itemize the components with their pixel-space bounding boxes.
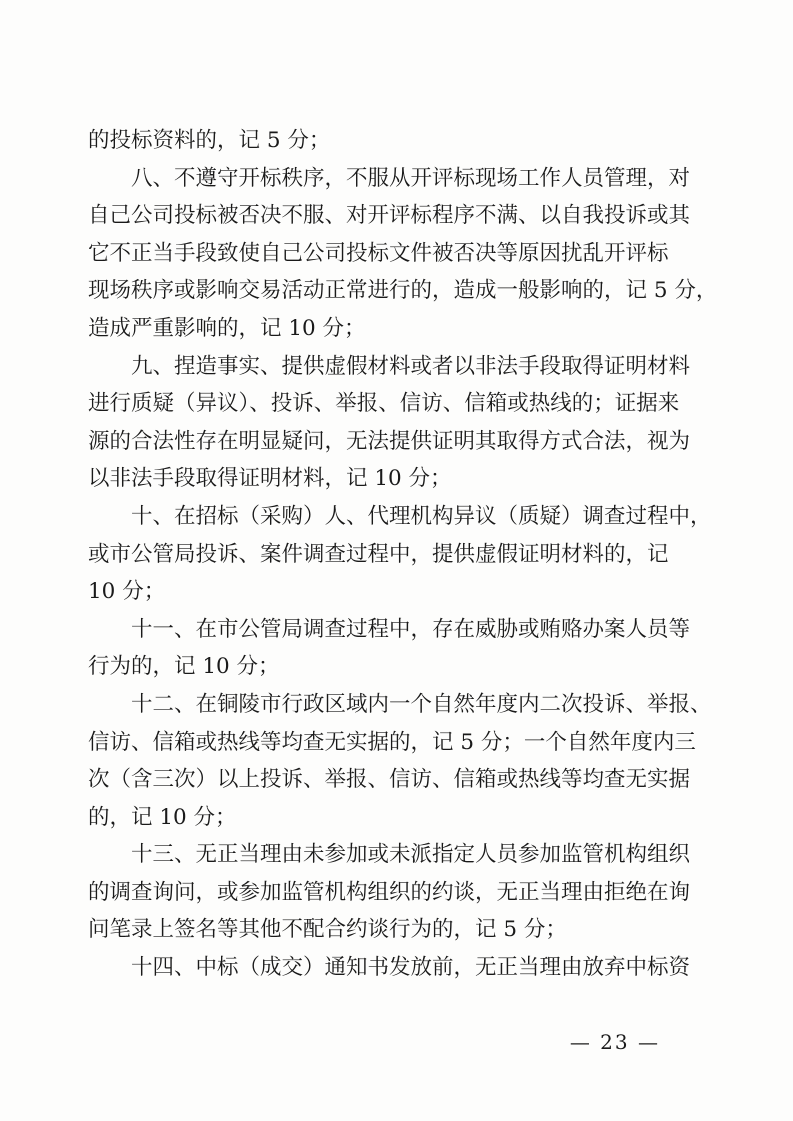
- text-line: 九、捏造事实、提供虚假材料或者以非法手段取得证明材料: [131, 353, 691, 379]
- text-line: 十三、无正当理由未参加或未派指定人员参加监管机构组织: [131, 842, 691, 868]
- body-text: [88, 122, 718, 987]
- text-line: 的调查询问，或参加监管机构组织的约谈，无正当理由拒绝在询: [88, 879, 691, 905]
- text-line: 现场秩序或影响交易活动正常进行的，造成一般影响的，记 5 分，: [88, 278, 718, 304]
- text-line: 或市公管局投诉、案件调查过程中，提供虚假证明材料的，记: [88, 541, 669, 567]
- text-line: 信访、信箱或热线等均查无实据的，记 5 分；一个自然年度内三: [88, 729, 696, 755]
- text-line: 十一、在市公管局调查过程中，存在威胁或贿赂办案人员等: [131, 616, 691, 642]
- text-line: 行为的，记 10 分；: [88, 654, 280, 680]
- text-line: 源的合法性存在明显疑问，无法提供证明其取得方式合法，视为: [88, 428, 691, 454]
- text-line: 造成严重影响的，记 10 分；: [88, 315, 366, 341]
- text-line: 的投标资料的，记 5 分；: [88, 128, 331, 153]
- text-line: 次（含三次）以上投诉、举报、信访、信箱或热线等均查无实据: [88, 767, 691, 793]
- text-line: 八、不遵守开标秩序，不服从开评标现场工作人员管理，对: [131, 165, 691, 191]
- text-line: 10 分；: [88, 579, 166, 605]
- text-line: 进行质疑（异议）、投诉、举报、信访、信箱或热线的；证据来: [88, 391, 680, 417]
- text-line: 的，记 10 分；: [88, 804, 237, 830]
- text-line: 问笔录上签名等其他不配合约谈行为的，记 5 分；: [88, 917, 567, 943]
- text-line: 十二、在铜陵市行政区域内一个自然年度内二次投诉、举报、: [131, 691, 712, 717]
- page-number: — 23 —: [569, 1030, 660, 1054]
- text-line: 自己公司投标被否决不服、对开评标程序不满、以自我投诉或其: [88, 203, 691, 229]
- text-line: 十四、中标（成交）通知书发放前，无正当理由放弃中标资: [131, 955, 691, 981]
- text-line: 十、在招标（采购）人、代理机构异议（质疑）调查过程中，: [131, 503, 712, 529]
- text-line: 以非法手段取得证明材料，记 10 分；: [88, 466, 452, 492]
- text-line: 它不正当手段致使自己公司投标文件被否决等原因扰乱开评标: [88, 240, 669, 266]
